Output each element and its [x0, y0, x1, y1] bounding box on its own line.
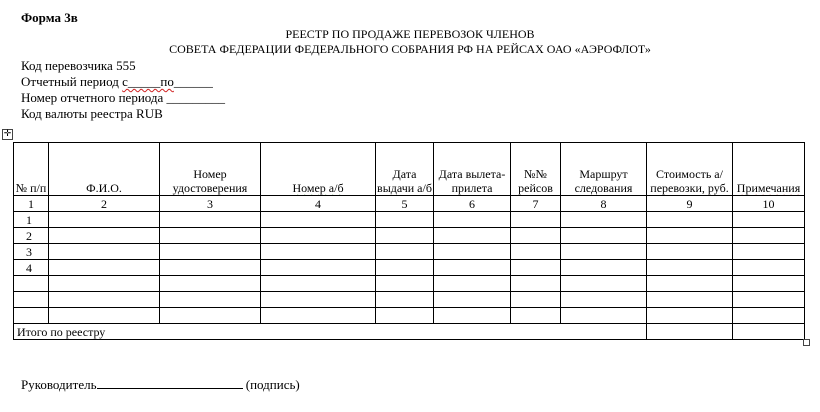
table-cell[interactable] — [434, 292, 511, 308]
table-cell[interactable] — [49, 228, 160, 244]
table-cell[interactable] — [561, 260, 647, 276]
header-cell-route: Маршрут следования — [561, 143, 647, 196]
table-row — [14, 228, 805, 244]
period-prefix: Отчетный период — [21, 74, 123, 89]
carrier-code: Код перевозчика 555 — [21, 58, 136, 73]
table-cell[interactable] — [561, 292, 647, 308]
table-cell[interactable] — [647, 292, 733, 308]
table-cell[interactable] — [647, 260, 733, 276]
table-cell[interactable] — [376, 276, 434, 292]
table-cell[interactable] — [561, 212, 647, 228]
total-cost-cell[interactable] — [647, 324, 733, 340]
column-number: 5 — [376, 196, 434, 212]
signature-note: (подпись) — [242, 377, 300, 392]
table-cell[interactable] — [434, 260, 511, 276]
column-number: 7 — [511, 196, 561, 212]
table-cell[interactable] — [261, 292, 376, 308]
table-cell[interactable] — [434, 244, 511, 260]
signature-line — [97, 376, 243, 389]
table-cell[interactable] — [376, 244, 434, 260]
table-cell[interactable] — [733, 212, 805, 228]
header-cell-flights: №№ рейсов — [511, 143, 561, 196]
table-row — [14, 276, 805, 292]
table-cell[interactable] — [160, 212, 261, 228]
row-number[interactable]: 4 — [14, 260, 49, 276]
table-cell[interactable] — [733, 292, 805, 308]
table-cell[interactable] — [261, 276, 376, 292]
table-cell[interactable] — [376, 292, 434, 308]
table-cell[interactable] — [49, 276, 160, 292]
column-number: 10 — [733, 196, 805, 212]
header-row — [14, 143, 805, 196]
registry-title-line1: РЕЕСТР ПО ПРОДАЖЕ ПЕРЕВОЗОК ЧЛЕНОВ — [285, 27, 535, 41]
signature-label: Руководитель — [21, 377, 97, 392]
row-number[interactable]: 1 — [14, 212, 49, 228]
table-cell[interactable] — [561, 244, 647, 260]
row-number[interactable] — [14, 276, 49, 292]
table-cell[interactable] — [376, 212, 434, 228]
table-cell[interactable] — [160, 292, 261, 308]
row-number[interactable] — [14, 308, 49, 324]
header-cell-num: № п/п — [14, 143, 49, 196]
header-cell-ticket-number: Номер а/б — [261, 143, 376, 196]
table-cell[interactable] — [160, 244, 261, 260]
table-row — [14, 244, 805, 260]
header-cell-id-number: Номер удостоверения — [160, 143, 261, 196]
table-cell[interactable] — [49, 244, 160, 260]
total-label: Итого по реестру — [14, 324, 647, 340]
column-number: 8 — [561, 196, 647, 212]
table-cell[interactable] — [376, 228, 434, 244]
column-number-row — [14, 196, 805, 212]
table-cell[interactable] — [160, 308, 261, 324]
total-row — [14, 324, 805, 340]
table-row — [14, 308, 805, 324]
header-cell-cost: Стоимость а/перевозки, руб. — [647, 143, 733, 196]
registry-table — [13, 142, 805, 340]
table-cell[interactable] — [261, 260, 376, 276]
table-cell[interactable] — [511, 212, 561, 228]
table-cell[interactable] — [511, 260, 561, 276]
resize-icon[interactable] — [803, 339, 810, 346]
table-cell[interactable] — [561, 228, 647, 244]
table-cell[interactable] — [647, 276, 733, 292]
header-cell-issue-date: Дата выдачи а/б — [376, 143, 434, 196]
table-cell[interactable] — [261, 228, 376, 244]
table-cell[interactable] — [160, 260, 261, 276]
signature-block — [21, 376, 300, 393]
column-number: 3 — [160, 196, 261, 212]
currency-code: Код валюты реестра RUB — [21, 106, 163, 121]
table-cell[interactable] — [49, 212, 160, 228]
table-cell[interactable] — [647, 244, 733, 260]
table-cell[interactable] — [511, 276, 561, 292]
table-cell[interactable] — [647, 212, 733, 228]
table-cell[interactable] — [49, 308, 160, 324]
reporting-period-number: Номер отчетного периода _________ — [21, 90, 226, 105]
form-title: Форма 3в — [21, 10, 78, 25]
table-cell[interactable] — [49, 292, 160, 308]
table-cell[interactable] — [733, 244, 805, 260]
table-cell[interactable] — [647, 308, 733, 324]
table-cell[interactable] — [733, 308, 805, 324]
table-cell[interactable] — [434, 308, 511, 324]
table-cell[interactable] — [261, 244, 376, 260]
table-cell[interactable] — [647, 228, 733, 244]
column-number: 1 — [14, 196, 49, 212]
table-cell[interactable] — [434, 212, 511, 228]
table-cell[interactable] — [511, 244, 561, 260]
row-number[interactable] — [14, 292, 49, 308]
row-number[interactable]: 3 — [14, 244, 49, 260]
period-range: с_____по — [122, 74, 174, 89]
header-cell-flight-date: Дата вылета-прилета — [434, 143, 511, 196]
row-number[interactable]: 2 — [14, 228, 49, 244]
column-number: 2 — [49, 196, 160, 212]
table-row — [14, 212, 805, 228]
table-cell[interactable] — [511, 292, 561, 308]
column-number: 4 — [261, 196, 376, 212]
reporting-period — [21, 74, 213, 89]
table-cell[interactable] — [49, 260, 160, 276]
period-suffix: ______ — [173, 74, 213, 89]
table-cell[interactable] — [561, 276, 647, 292]
total-notes-cell[interactable] — [733, 324, 805, 340]
table-cell[interactable] — [261, 212, 376, 228]
table-cell[interactable] — [376, 308, 434, 324]
table-cell[interactable] — [376, 260, 434, 276]
table-cell[interactable] — [261, 308, 376, 324]
table-cell[interactable] — [434, 228, 511, 244]
table-cell[interactable] — [160, 276, 261, 292]
column-number: 9 — [647, 196, 733, 212]
header-cell-notes: Примечания — [733, 143, 805, 196]
table-cell[interactable] — [733, 260, 805, 276]
table-cell[interactable] — [561, 308, 647, 324]
registry-title-line2: СОВЕТА ФЕДЕРАЦИИ ФЕДЕРАЛЬНОГО СОБРАНИЯ РФ НА РЕЙСАХ ОАО «АЭРОФЛОТ» — [169, 42, 651, 56]
move-icon[interactable]: ✛ — [3, 129, 12, 139]
column-number: 6 — [434, 196, 511, 212]
table-row — [14, 260, 805, 276]
table-cell[interactable] — [160, 228, 261, 244]
table-cell[interactable] — [434, 276, 511, 292]
table-row — [14, 292, 805, 308]
table-cell[interactable] — [733, 228, 805, 244]
table-cell[interactable] — [733, 276, 805, 292]
table-cell[interactable] — [511, 308, 561, 324]
header-cell-name: Ф.И.О. — [49, 143, 160, 196]
table-cell[interactable] — [511, 228, 561, 244]
